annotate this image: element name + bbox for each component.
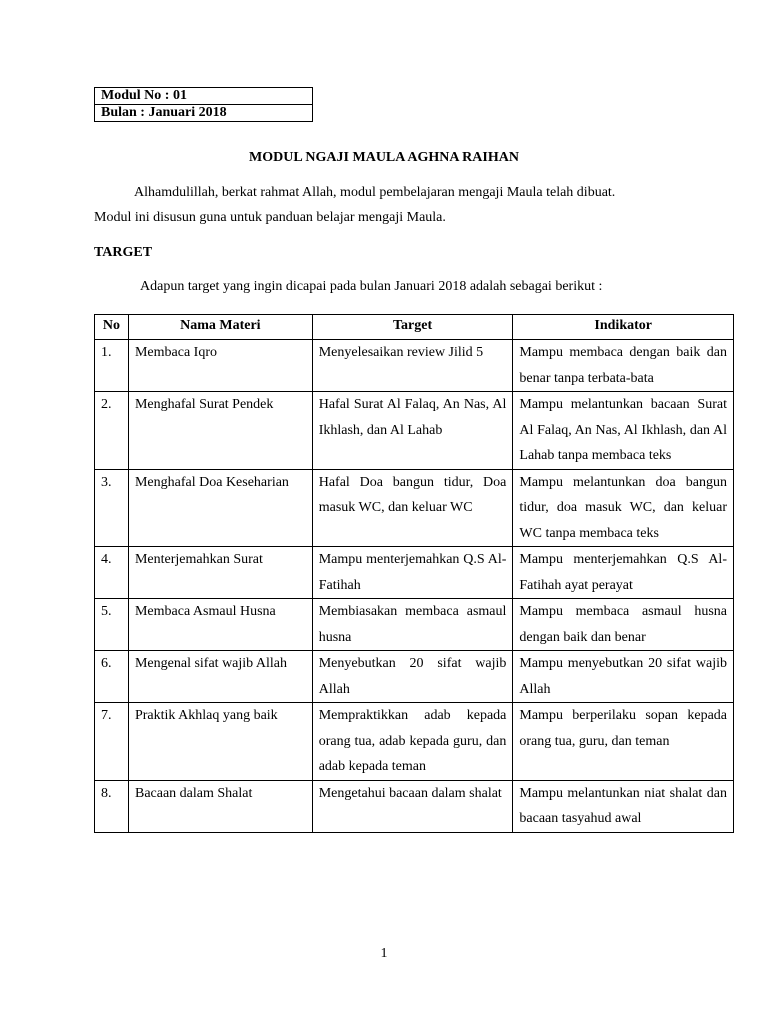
row-target: Hafal Doa bangun tidur, Doa masuk WC, dan keluar WC — [312, 469, 513, 547]
row-no: 1. — [95, 340, 129, 392]
row-no: 3. — [95, 469, 129, 547]
table-row — [95, 651, 734, 703]
table-row — [95, 599, 734, 651]
table-row — [95, 703, 734, 781]
row-target: Membiasakan membaca asmaul husna — [312, 599, 513, 651]
document-title: MODUL NGAJI MAULA AGHNA RAIHAN — [249, 150, 519, 165]
header-no: No — [95, 315, 129, 340]
header-nama-materi: Nama Materi — [128, 315, 312, 340]
row-materi: Menterjemahkan Surat — [128, 547, 312, 599]
row-no: 2. — [95, 392, 129, 470]
table-row — [95, 547, 734, 599]
row-no: 4. — [95, 547, 129, 599]
row-materi: Membaca Asmaul Husna — [128, 599, 312, 651]
target-intro: Adapun target yang ingin dicapai pada bulan Januari 2018 adalah sebagai berikut : — [140, 279, 603, 294]
row-materi: Bacaan dalam Shalat — [128, 780, 312, 832]
intro-line-2: Modul ini disusun guna untuk panduan belajar mengaji Maula. — [94, 210, 446, 225]
page-number: 1 — [380, 946, 388, 961]
target-table — [94, 314, 734, 833]
row-target: Hafal Surat Al Falaq, An Nas, Al Ikhlash, dan Al Lahab — [312, 392, 513, 470]
target-heading: TARGET — [94, 245, 153, 260]
row-target: Menyebutkan 20 sifat wajib Allah — [312, 651, 513, 703]
row-no: 5. — [95, 599, 129, 651]
row-indikator: Mampu membaca dengan baik dan benar tanpa terbata-bata — [513, 340, 734, 392]
row-materi: Membaca Iqro — [128, 340, 312, 392]
table-row — [95, 780, 734, 832]
table-row — [95, 469, 734, 547]
row-materi: Menghafal Doa Keseharian — [128, 469, 312, 547]
row-indikator: Mampu melantunkan niat shalat dan bacaan tasyahud awal — [513, 780, 734, 832]
row-target: Mempraktikkan adab kepada orang tua, adab kepada guru, dan adab kepada teman — [312, 703, 513, 781]
row-target: Mengetahui bacaan dalam shalat — [312, 780, 513, 832]
row-indikator: Mampu melantunkan bacaan Surat Al Falaq, An Nas, Al Ikhlash, dan Al Lahab tanpa membaca teks — [513, 392, 734, 470]
row-indikator: Mampu membaca asmaul husna dengan baik dan benar — [513, 599, 734, 651]
row-no: 8. — [95, 780, 129, 832]
row-no: 6. — [95, 651, 129, 703]
row-no: 7. — [95, 703, 129, 781]
row-target: Mampu menterjemahkan Q.S Al-Fatihah — [312, 547, 513, 599]
row-materi: Mengenal sifat wajib Allah — [128, 651, 312, 703]
row-materi: Praktik Akhlaq yang baik — [128, 703, 312, 781]
row-indikator: Mampu berperilaku sopan kepada orang tua, guru, dan teman — [513, 703, 734, 781]
table-header-row — [95, 315, 734, 340]
row-indikator: Mampu melantunkan doa bangun tidur, doa masuk WC, dan keluar WC tanpa membaca teks — [513, 469, 734, 547]
row-target: Menyelesaikan review Jilid 5 — [312, 340, 513, 392]
table-row — [95, 392, 734, 470]
modul-info-box — [94, 87, 313, 122]
row-materi: Menghafal Surat Pendek — [128, 392, 312, 470]
header-indikator: Indikator — [513, 315, 734, 340]
header-target: Target — [312, 315, 513, 340]
modul-number: Modul No : 01 — [95, 88, 313, 105]
row-indikator: Mampu menyebutkan 20 sifat wajib Allah — [513, 651, 734, 703]
intro-line-1: Alhamdulillah, berkat rahmat Allah, modul pembelajaran mengaji Maula telah dibuat. — [134, 185, 616, 200]
intro-paragraph — [94, 180, 734, 230]
modul-month: Bulan : Januari 2018 — [95, 105, 313, 122]
table-row — [95, 340, 734, 392]
row-indikator: Mampu menterjemahkan Q.S Al-Fatihah ayat perayat — [513, 547, 734, 599]
